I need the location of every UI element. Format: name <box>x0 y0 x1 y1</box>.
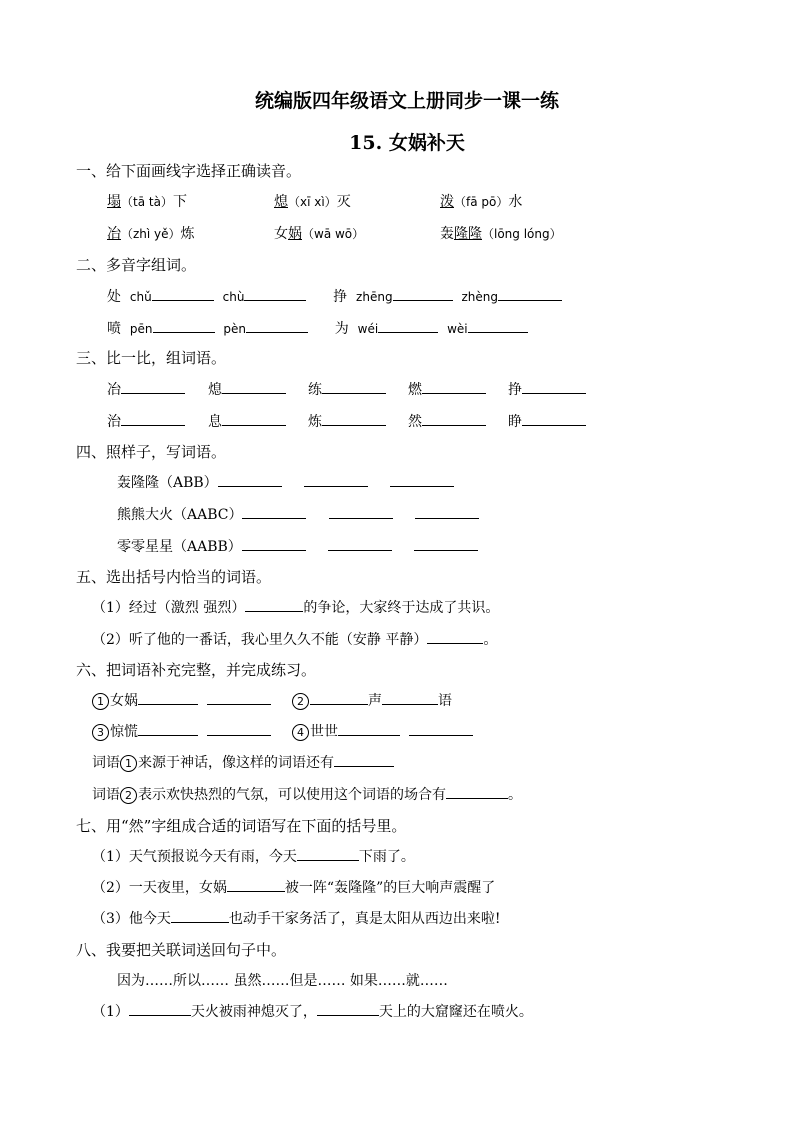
underlined-char: 泼 <box>440 194 454 210</box>
answer-blank[interactable] <box>522 411 586 426</box>
answer-blank[interactable] <box>242 504 306 519</box>
answer-blank[interactable] <box>207 690 271 705</box>
question-text: 词语 <box>92 787 120 803</box>
s8-question-1 <box>92 1001 533 1021</box>
question-text: 。 <box>483 632 498 648</box>
pinyin-options: （lōng lóng） <box>482 227 562 241</box>
answer-blank[interactable] <box>328 536 392 551</box>
polyphone-char: 挣 <box>333 289 348 305</box>
lesson-title: 15. 女娲补天 <box>349 132 465 154</box>
s1-item-2 <box>274 191 351 211</box>
pinyin-options: （zhì yě） <box>121 227 181 241</box>
section-2-heading: 二、多音字组词。 <box>76 256 197 274</box>
section-4-heading: 四、照样子，写词语。 <box>76 443 227 461</box>
polyphone-char: 为 <box>334 321 349 337</box>
answer-blank[interactable] <box>393 286 453 301</box>
word-part: 声 <box>368 693 382 709</box>
compare-char: 息 <box>208 414 222 430</box>
question-text: 表示欢快热烈的气氛，可以使用这个词语的场合有 <box>138 787 446 803</box>
answer-blank[interactable] <box>121 411 185 426</box>
question-text: 的争论，大家终于达成了共识。 <box>303 600 500 616</box>
compare-char: 练 <box>308 382 322 398</box>
answer-blank[interactable] <box>422 379 486 394</box>
pinyin: chǔ <box>129 290 152 304</box>
s1-item-5 <box>274 223 364 243</box>
section-3-heading: 三、比一比，组词语。 <box>76 349 227 367</box>
s1-item-4 <box>107 223 195 243</box>
s1-item-3 <box>440 191 522 211</box>
compare-char: 挣 <box>508 382 522 398</box>
number-circle: 3 <box>92 724 109 741</box>
answer-blank[interactable] <box>382 690 438 705</box>
word-start: 世世 <box>310 724 338 740</box>
word-start: 女娲 <box>110 693 138 709</box>
question-text: （1） <box>92 1004 129 1020</box>
answer-blank[interactable] <box>310 690 368 705</box>
compare-char: 然 <box>408 414 422 430</box>
s6-item-2 <box>292 690 452 710</box>
page-title: 统编版四年级语文上册同步一课一练 <box>254 90 559 112</box>
pinyin-options: （xī xì） <box>288 195 337 209</box>
answer-blank[interactable] <box>427 629 483 644</box>
answer-blank[interactable] <box>522 379 586 394</box>
word-prefix: 轰 <box>440 226 454 242</box>
underlined-char: 熄 <box>274 194 288 210</box>
pinyin: wéi <box>357 322 379 336</box>
s3-row-2-item-5 <box>508 411 586 431</box>
s6-question-2 <box>92 784 522 804</box>
question-text: 被一阵“轰隆隆”的巨大响声震醒了 <box>284 880 496 896</box>
answer-blank[interactable] <box>153 318 215 333</box>
pattern-word: 熊熊大火（AABC） <box>117 507 243 523</box>
compare-char: 治 <box>107 414 121 430</box>
question-text: （1）天气预报说今天有雨，今天 <box>92 849 297 865</box>
answer-blank[interactable] <box>222 411 286 426</box>
s1-item-6 <box>440 223 562 243</box>
answer-blank[interactable] <box>138 690 198 705</box>
section-8-heading: 八、我要把关联词送回句子中。 <box>76 941 287 959</box>
answer-blank[interactable] <box>322 379 386 394</box>
answer-blank[interactable] <box>304 472 368 487</box>
question-text: 下雨了。 <box>358 849 415 865</box>
polyphone-char: 处 <box>107 289 121 305</box>
word-rest: 灭 <box>336 194 351 210</box>
answer-blank[interactable] <box>409 721 473 736</box>
question-text: 天火被雨神熄灭了， <box>190 1004 317 1020</box>
pinyin: pèn <box>223 322 247 336</box>
word-start: 惊慌 <box>110 724 138 740</box>
section-6-heading: 六、把词语补充完整，并完成练习。 <box>76 661 317 679</box>
underlined-char: 隆隆 <box>454 226 482 242</box>
answer-blank[interactable] <box>244 286 306 301</box>
answer-blank[interactable] <box>468 318 528 333</box>
word-rest: 水 <box>508 194 523 210</box>
answer-blank[interactable] <box>207 721 271 736</box>
answer-blank[interactable] <box>498 286 562 301</box>
underlined-char: 娲 <box>288 226 302 242</box>
compare-char: 熄 <box>208 382 222 398</box>
s3-row-2-item-3 <box>308 411 386 431</box>
answer-blank[interactable] <box>129 1001 191 1016</box>
answer-blank[interactable] <box>171 908 229 923</box>
answer-blank[interactable] <box>242 536 306 551</box>
pinyin-options: （tā tà） <box>121 195 173 209</box>
s3-row-2-item-2 <box>208 411 286 431</box>
s2-row-1 <box>107 286 562 306</box>
answer-blank[interactable] <box>121 379 185 394</box>
question-text: （2）听了他的一番话，我心里久久不能（安静 平静） <box>92 632 428 648</box>
word-rest: 炼 <box>180 226 195 242</box>
answer-blank[interactable] <box>227 877 285 892</box>
s3-row-1-item-5 <box>508 379 586 399</box>
s3-row-1-item-4 <box>408 379 486 399</box>
answer-blank[interactable] <box>422 411 486 426</box>
answer-blank[interactable] <box>245 597 303 612</box>
answer-blank[interactable] <box>378 318 438 333</box>
pinyin-options: （wā wō） <box>302 227 365 241</box>
s5-question-1 <box>92 597 499 617</box>
s7-question-1 <box>92 846 415 866</box>
question-text: （2）一天夜里，女娲 <box>92 880 227 896</box>
s6-item-3 <box>92 721 271 741</box>
conjunction-options: 因为……所以…… 虽然……但是…… 如果……就…… <box>117 973 448 989</box>
answer-blank[interactable] <box>414 536 478 551</box>
answer-blank[interactable] <box>222 379 286 394</box>
pinyin: zhèng <box>461 290 498 304</box>
pinyin: pēn <box>129 322 153 336</box>
question-text: 天上的大窟窿还在喷火。 <box>378 1004 533 1020</box>
s3-row-2-item-1 <box>107 411 185 431</box>
pinyin: chù <box>222 290 245 304</box>
word-rest: 下 <box>172 194 187 210</box>
pinyin-options: （fā pō） <box>454 195 509 209</box>
answer-blank[interactable] <box>152 286 214 301</box>
s7-question-2 <box>92 877 495 897</box>
underlined-char: 冶 <box>107 226 121 242</box>
answer-blank[interactable] <box>329 504 393 519</box>
s3-row-2-item-4 <box>408 411 486 431</box>
question-text: （3）他今天 <box>92 911 171 927</box>
section-1-heading: 一、给下面画线字选择正确读音。 <box>76 162 302 180</box>
s3-row-1-item-3 <box>308 379 386 399</box>
question-text: 来源于神话，像这样的词语还有 <box>138 755 334 771</box>
answer-blank[interactable] <box>338 721 400 736</box>
answer-blank[interactable] <box>138 721 198 736</box>
compare-char: 冶 <box>107 382 121 398</box>
word-part: 语 <box>438 693 452 709</box>
s6-item-1 <box>92 690 271 710</box>
pinyin: zhēng <box>356 290 393 304</box>
question-text: 也动手干家务活了，真是太阳从西边出来啦! <box>228 911 501 927</box>
answer-blank[interactable] <box>334 752 394 767</box>
answer-blank[interactable] <box>317 1001 379 1016</box>
polyphone-char: 喷 <box>107 321 121 337</box>
compare-char: 睁 <box>508 414 522 430</box>
s5-question-2 <box>92 629 497 649</box>
pattern-word: 零零星星（AABB） <box>117 539 242 555</box>
number-circle: 2 <box>292 693 309 710</box>
s6-question-1 <box>92 752 394 772</box>
section-5-heading: 五、选出括号内恰当的词语。 <box>76 568 272 586</box>
s4-item-1 <box>117 472 454 492</box>
question-text: （1）经过（激烈 强烈） <box>92 600 246 616</box>
s4-item-2 <box>117 504 479 524</box>
section-7-heading: 七、用“然”字组成合适的词语写在下面的括号里。 <box>76 817 407 835</box>
answer-blank[interactable] <box>446 784 508 799</box>
question-text: 。 <box>508 787 522 803</box>
pinyin: wèi <box>447 322 468 336</box>
number-circle: 4 <box>292 724 309 741</box>
s3-row-1-item-2 <box>208 379 286 399</box>
answer-blank[interactable] <box>246 318 308 333</box>
s2-row-2 <box>107 318 528 338</box>
underlined-char: 塌 <box>107 194 121 210</box>
number-circle: 1 <box>120 755 137 772</box>
answer-blank[interactable] <box>297 846 359 861</box>
s1-item-1 <box>107 191 187 211</box>
s7-question-3 <box>92 908 501 928</box>
compare-char: 炼 <box>308 414 322 430</box>
answer-blank[interactable] <box>322 411 386 426</box>
answer-blank[interactable] <box>390 472 454 487</box>
answer-blank[interactable] <box>415 504 479 519</box>
answer-blank[interactable] <box>218 472 282 487</box>
compare-char: 燃 <box>408 382 422 398</box>
s4-item-3 <box>117 536 478 556</box>
question-text: 词语 <box>92 755 120 771</box>
number-circle: 2 <box>120 787 137 804</box>
s3-row-1-item-1 <box>107 379 185 399</box>
word-prefix: 女 <box>274 226 288 242</box>
number-circle: 1 <box>92 693 109 710</box>
s6-item-4 <box>292 721 473 741</box>
pattern-word: 轰隆隆（ABB） <box>117 475 218 491</box>
